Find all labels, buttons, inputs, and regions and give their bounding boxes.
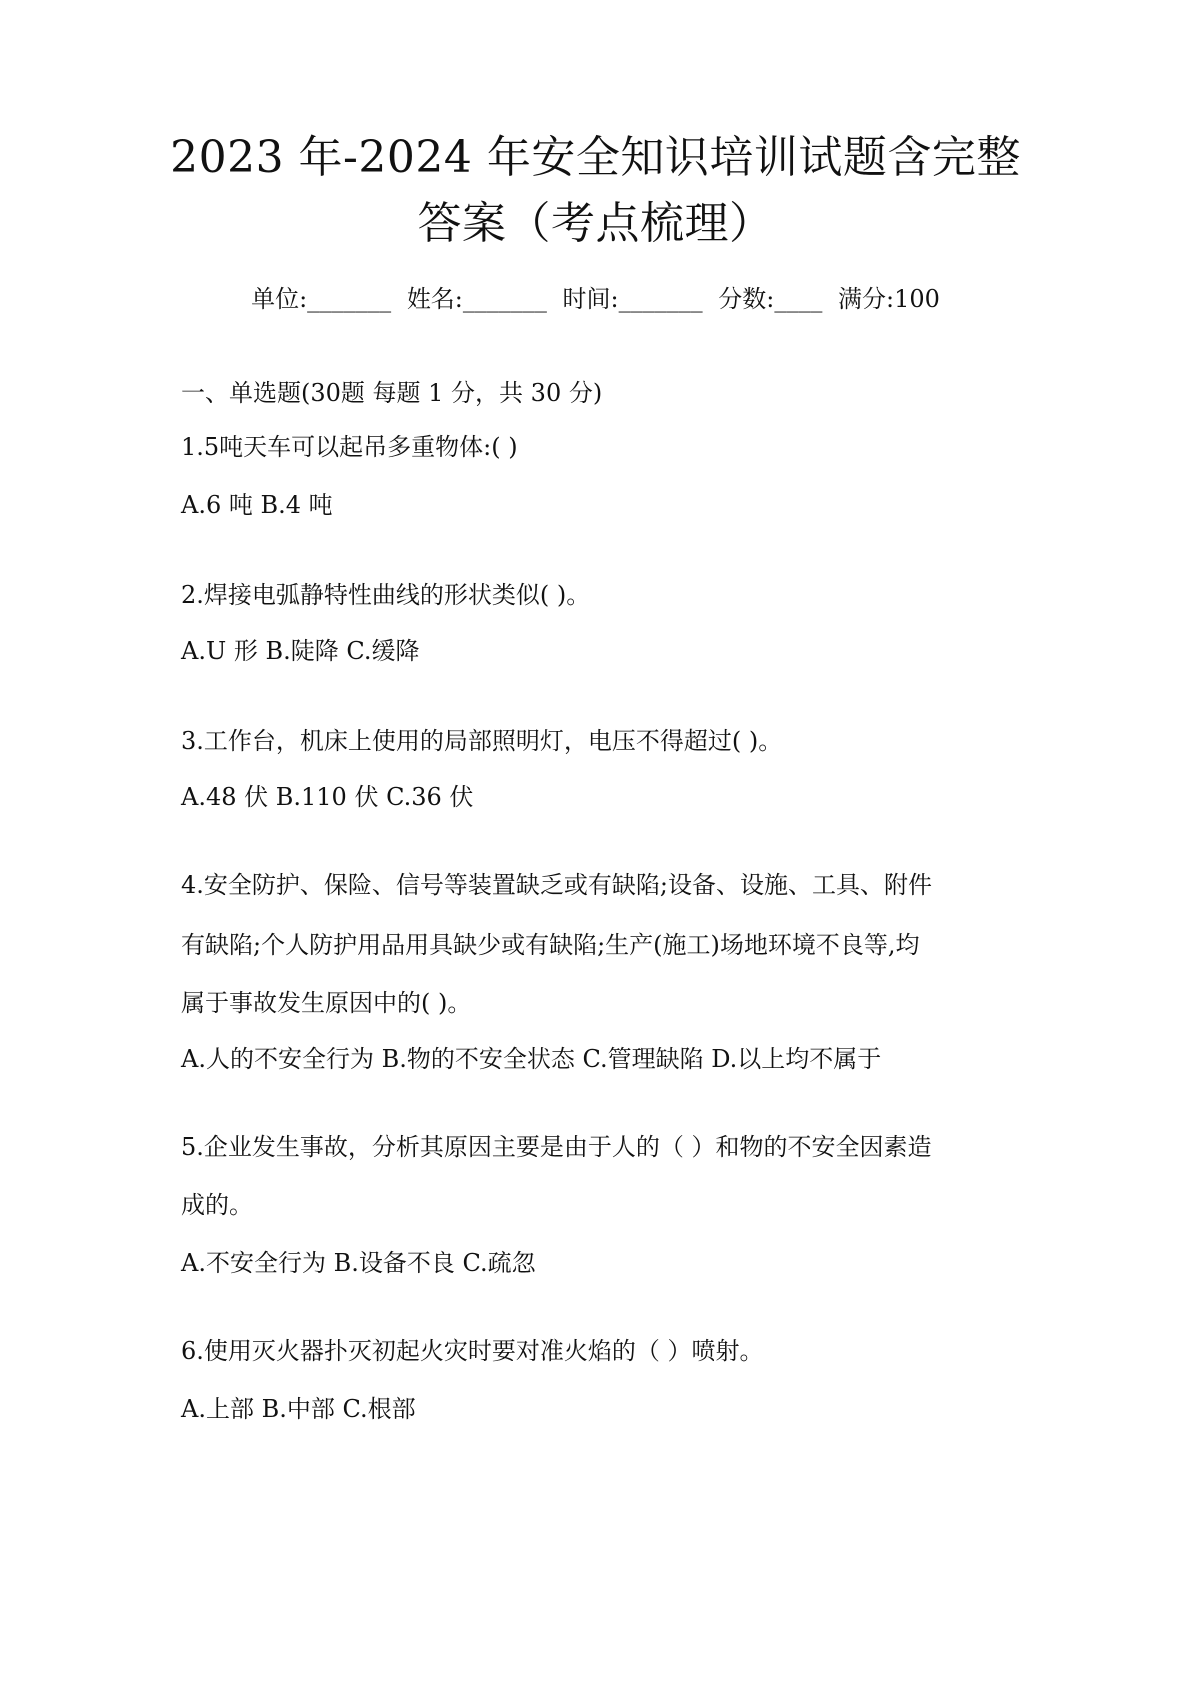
question-2-text: 2.焊接电弧静特性曲线的形状类似( )。: [181, 581, 591, 609]
name-field: 姓名:_______: [406, 285, 547, 313]
question-5-text-line-2: 成的。: [181, 1191, 253, 1219]
question-3-options: A.48 伏 B.110 伏 C.36 伏: [181, 783, 474, 811]
question-4-options: A.人的不安全行为 B.物的不安全状态 C.管理缺陷 D.以上均不属于: [181, 1045, 882, 1073]
question-6-text: 6.使用灭火器扑灭初起火灾时要对准火焰的（ ）喷射。: [181, 1337, 764, 1365]
question-5-options: A.不安全行为 B.设备不良 C.疏忽: [181, 1249, 536, 1277]
question-1-options: A.6 吨 B.4 吨: [181, 491, 333, 519]
question-6-options: A.上部 B.中部 C.根部: [181, 1395, 416, 1423]
time-field: 时间:_______: [562, 285, 703, 313]
document-title-line-2: 答案（考点梳理）: [417, 198, 774, 249]
question-2-options: A.U 形 B.陡降 C.缓降: [181, 637, 420, 665]
score-field: 分数:____: [718, 285, 823, 313]
full-score-field: 满分:100: [838, 285, 940, 313]
question-1-text: 1.5吨天车可以起吊多重物体:( ): [181, 433, 518, 461]
question-4-text-line-2: 有缺陷;个人防护用品用具缺少或有缺陷;生产(施工)场地环境不良等,均: [181, 931, 920, 959]
section-heading: 一、单选题(30题 每题 1 分，共 30 分): [181, 379, 603, 407]
question-4-text-line-1: 4.安全防护、保险、信号等装置缺乏或有缺陷;设备、设施、工具、附件: [181, 871, 932, 899]
unit-field: 单位:_______: [251, 285, 392, 313]
question-3-text: 3.工作台，机床上使用的局部照明灯，电压不得超过( )。: [181, 727, 783, 755]
exam-info-row: [140, 282, 1051, 316]
question-4-text-line-3: 属于事故发生原因中的( )。: [181, 989, 472, 1017]
question-5-text-line-1: 5.企业发生事故，分析其原因主要是由于人的（ ）和物的不安全因素造: [181, 1133, 932, 1161]
document-title-line-1: 2023 年-2024 年安全知识培训试题含完整: [170, 132, 1021, 183]
